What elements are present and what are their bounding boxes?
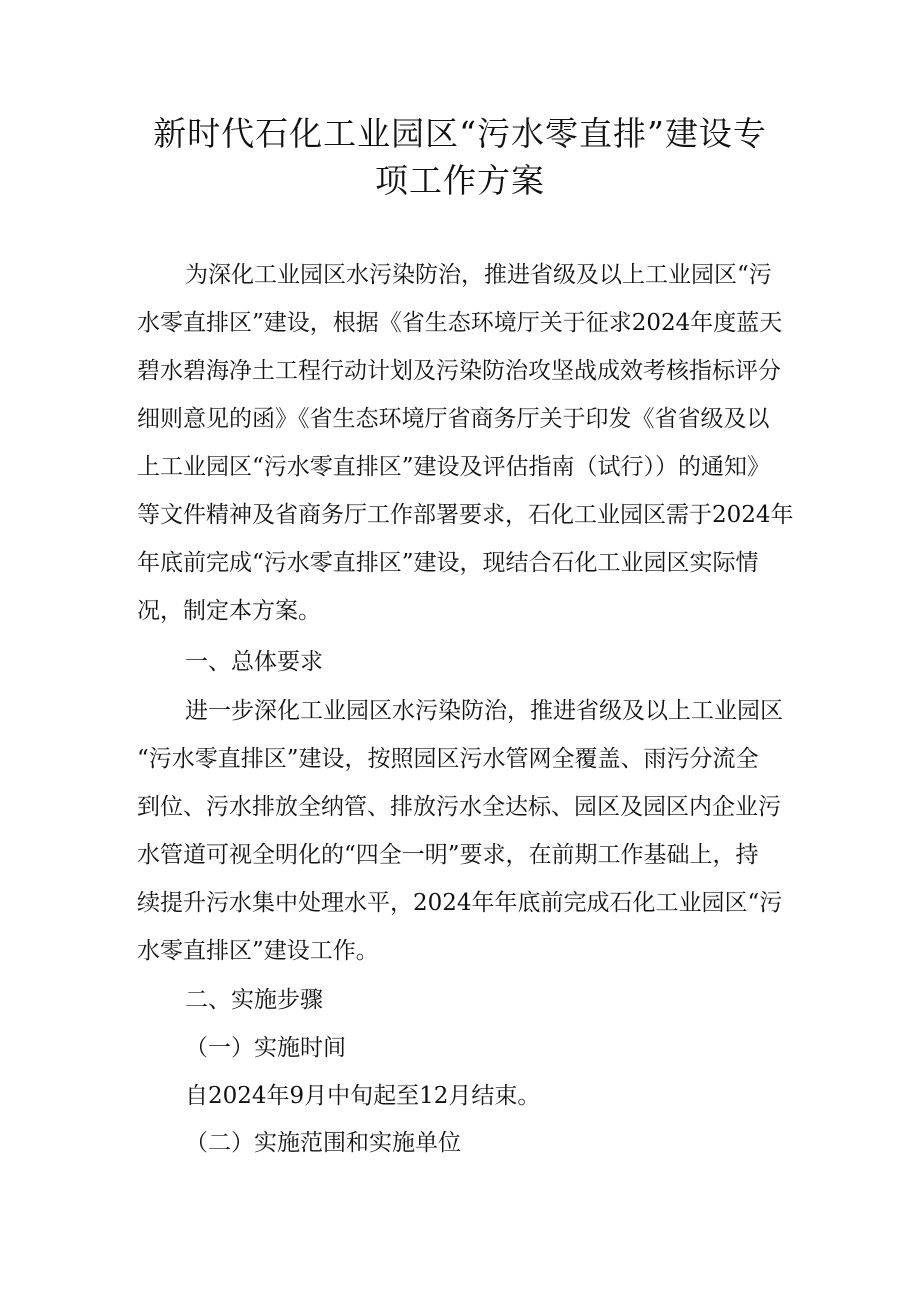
subheading-implementation-time: （一）实施时间: [185, 1035, 346, 1061]
paragraph2-line-2: “污水零直排区”建设，按照园区污水管网全覆盖、雨污分流全: [137, 746, 759, 772]
paragraph2-line-6: 水零直排区”建设工作。: [137, 938, 379, 964]
section-heading-general-requirements: 一、总体要求: [185, 649, 323, 675]
document-title-line-1: 新时代石化工业园区“污水零直排”建设专: [153, 114, 767, 153]
paragraph1-line-6: 等文件精神及省商务厅工作部署要求，石化工业园区需于2024年: [137, 502, 794, 528]
paragraph2-line-5: 续提升污水集中处理水平，2024年年底前完成石化工业园区“污: [137, 890, 783, 916]
subheading-scope-and-units: （二）实施范围和实施单位: [185, 1130, 461, 1156]
paragraph2-line-4: 水管道可视全明化的“四全一明”要求，在前期工作基础上，持: [137, 842, 759, 868]
document-title-line-2: 项工作方案: [375, 161, 545, 200]
paragraph3-implementation-period: 自2024年9月中旬起至12月结束。: [185, 1083, 541, 1109]
section-heading-implementation-steps: 二、实施步骤: [185, 987, 323, 1013]
paragraph2-line-1: 进一步深化工业园区水污染防治，推进省级及以上工业园区: [185, 698, 783, 724]
paragraph1-line-3: 碧水碧海净土工程行动计划及污染防治攻坚战成效考核指标评分: [137, 358, 781, 384]
paragraph1-line-7: 年底前完成“污水零直排区”建设，现结合石化工业园区实际情: [137, 550, 759, 576]
paragraph1-line-4: 细则意见的函》《省生态环境厅省商务厅关于印发《省省级及以: [137, 406, 770, 432]
paragraph1-line-1: 为深化工业园区水污染防治，推进省级及以上工业园区“污: [185, 262, 772, 288]
paragraph1-line-2: 水零直排区”建设，根据《省生态环境厅关于征求2024年度蓝天: [137, 310, 783, 336]
paragraph2-line-3: 到位、污水排放全纳管、排放污水全达标、园区及园区内企业污: [137, 794, 781, 820]
paragraph1-line-5: 上工业园区“污水零直排区”建设及评估指南（试行））的通知》: [137, 454, 771, 480]
paragraph1-line-8: 况，制定本方案。: [137, 598, 321, 624]
